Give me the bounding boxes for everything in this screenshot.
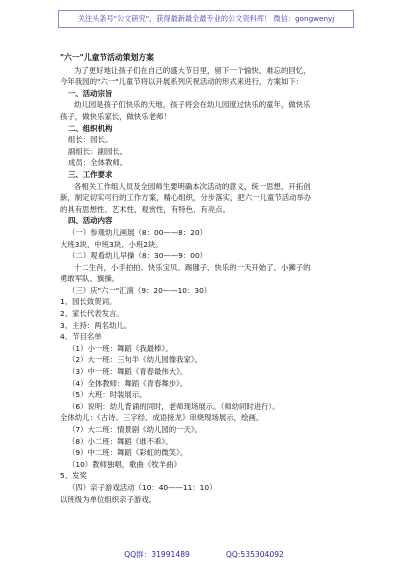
program-line: 3、主持：两名幼儿。 [60, 320, 132, 330]
paragraph-line: 孩子，做快乐家长，做快乐老师！ [60, 111, 171, 121]
program-item: （2）大一班：三句半《幼儿园像我家》。 [68, 355, 203, 365]
org-line: 组长：园长。 [68, 135, 113, 145]
footer-qq: QQ:535304092 [225, 550, 284, 559]
program-item: （9）中二班：舞蹈《彩虹的微笑》。 [68, 448, 188, 458]
footer-qq-group: QQ群：31991489 [124, 550, 190, 559]
program-item: （10）教师独唱，歌曲《牧羊曲》 [68, 459, 181, 469]
activity-line: （二）观看幼儿早操（8：30——9：00） [68, 251, 208, 261]
program-item: （8）小二班：舞蹈《谁不乖》。 [68, 436, 173, 446]
program-item: （6）说明：幼儿背诵的同时，老师现场展示。（师幼同时进行）。 [68, 401, 280, 411]
program-line: 2、家长代表发言。 [60, 309, 124, 319]
org-line: 成员：全体教师。 [68, 158, 128, 168]
program-item: （4）全体教师：舞蹈《青春舞步》。 [68, 378, 188, 388]
program-line: 4、节目名单 [60, 332, 102, 342]
header-banner: 关注头条号"公文研究"，获得最新最全最专业的公文资料库！ 微信：gongwenyj [58, 10, 354, 28]
section-heading: 二、组织机构 [68, 123, 113, 133]
paragraph-line: 新，制定切实可行的工作方案，精心组织，分步落实，把六一儿童节活动举办 [60, 193, 312, 203]
footer-contact [0, 549, 408, 560]
paragraph-line: 幼儿园是孩子们快乐的天地，孩子将会在幼儿园度过快乐的童年，做快乐 [74, 100, 311, 110]
org-line: 副组长：副园长。 [68, 146, 128, 156]
program-item: （7）大二班：情景剧《幼儿园的一天》。 [68, 425, 203, 434]
intro-line: 今年我园的"六一"儿童节将以开展系列庆祝活动的形式来进行，方案如下： [60, 77, 304, 87]
activity-line: 勇敢军队、旗操。 [60, 274, 120, 284]
tail-line: 以班级为单位组织亲子游戏。 [60, 494, 157, 504]
tail-line: （四）亲子游戏活动（10：40——11：10） [68, 482, 217, 492]
section-heading: 四、活动内容 [68, 216, 113, 226]
activity-line: 大班3块、中班3块、小班2块。 [60, 239, 163, 249]
paragraph-line: 各相关工作组人员及全园师生要明确本次活动的意义，统一思想，开拓创 [74, 181, 311, 191]
program-item: （3）中一班：舞蹈《青春最伟大》。 [68, 367, 188, 377]
program-line: 1、园长致贺词。 [60, 297, 117, 307]
section-heading: 三、工作要求 [68, 169, 113, 179]
document-title: "六一"儿童节活动策划方案 [60, 53, 154, 62]
intro-line: 为了更好地让孩子们在自己的盛大节日里，留下一个愉快、难忘的回忆， [74, 65, 311, 75]
section-heading: 一、活动宗旨 [68, 88, 113, 98]
document-body [60, 52, 360, 505]
activity-line: （三）庆"六一"汇演（9：20——10：30） [68, 285, 212, 295]
activity-line: （一）参观幼儿画展（8：00——8：20） [68, 227, 208, 237]
activity-line: 十二生肖，小手拍拍、快乐宝贝、踢毽子、快乐的一天开始了、小狮子的 [74, 262, 311, 272]
tail-line: 5、发奖 [60, 471, 87, 481]
program-item: 全体幼儿：《古诗、三字经、成语接龙》串烧现场展示，绘画。 [60, 413, 264, 423]
program-item: （5）大班：时装展示。 [68, 390, 147, 400]
program-item: （1）小一班：舞蹈《我最棒》。 [68, 343, 173, 353]
paragraph-line: 的具有思想性、艺术性、观赏性，有特色、有亮点。 [60, 204, 230, 214]
